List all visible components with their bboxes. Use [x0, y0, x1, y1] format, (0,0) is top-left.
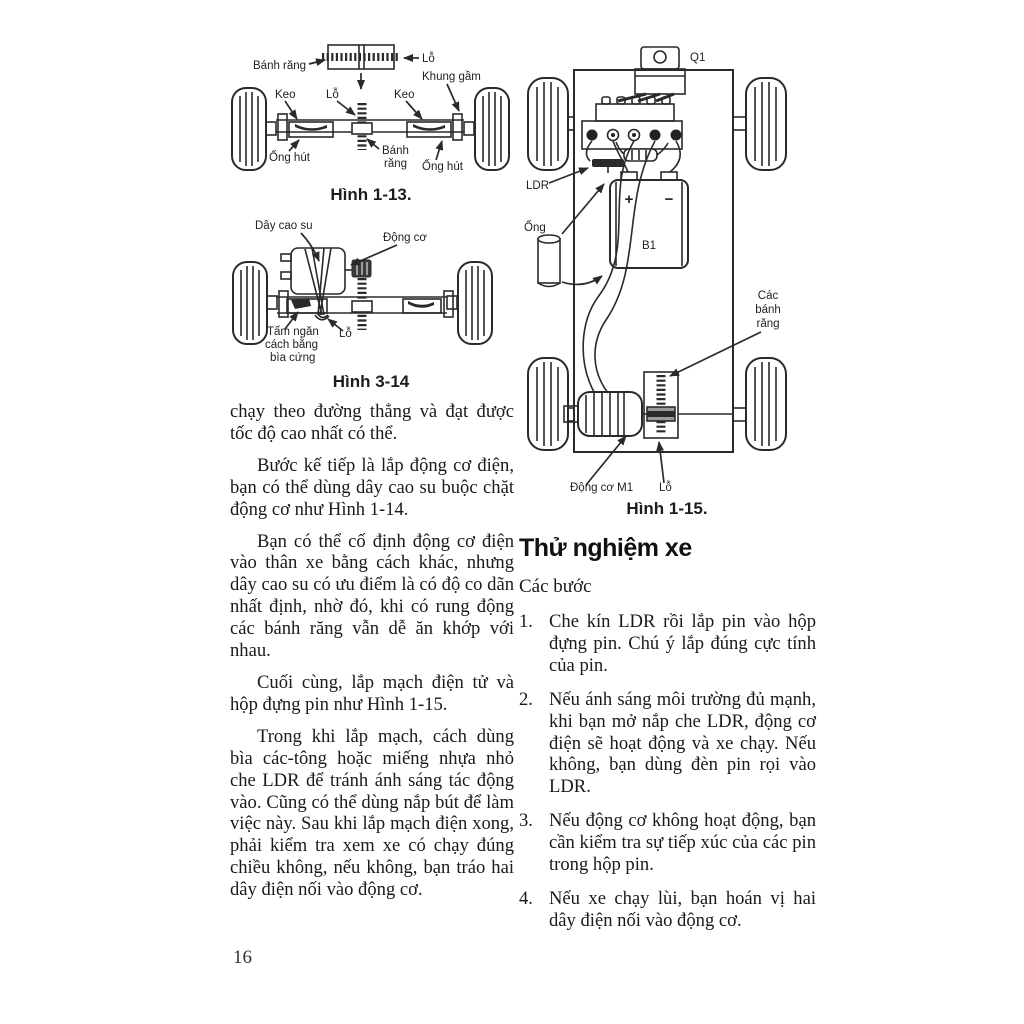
tube-cylinder [538, 235, 560, 287]
step-item-4 [519, 888, 816, 932]
motor-mount-diagram [225, 212, 517, 370]
wheel-front-right [746, 78, 786, 170]
fig3-label-tube: Ống [524, 222, 546, 234]
wheel-rear-left [528, 358, 568, 450]
resistor [616, 142, 668, 161]
fig3-label-gears-2: bánh [755, 304, 781, 316]
paragraph-1: chạy theo đường thẳng và đạt được tốc độ cao nhất có thể. [230, 401, 514, 444]
figure-car-top-view [518, 42, 816, 519]
fig3-label-gears-3: răng [756, 318, 780, 330]
step-text: Nếu động cơ không hoạt động, bạn cần kiểm tra sự tiếp xúc của các pin trong hộp pin. [549, 810, 816, 876]
left-column [230, 401, 514, 911]
figure-axle-gear [225, 33, 517, 205]
step-number: 4. [519, 887, 533, 909]
fig3-label-ldr: LDR [526, 180, 550, 192]
fig3-label-battery: B1 [641, 240, 657, 252]
step-item-2 [519, 689, 816, 799]
fig3-label-transistor: Q1 [690, 52, 706, 64]
fig1-label-hole-top: Lỗ [422, 53, 435, 65]
step-text: Nếu ánh sáng môi trường đủ mạnh, khi bạn mở nắp che LDR, động cơ điện sẽ hoạt động và xe chạy. Nếu không, bạn dùng đèn pin rọi vào LDR. [549, 688, 816, 798]
step-number: 1. [519, 611, 533, 632]
paragraph-2: Bước kế tiếp là lắp động cơ điện, bạn có thể dùng dây cao su buộc chặt động cơ như Hình 1-14. [230, 454, 514, 520]
step-text: Nếu xe chạy lùi, bạn hoán vị hai dây điện nối vào động cơ. [549, 887, 816, 931]
paragraph-5: Trong khi lắp mạch, cách dùng bìa các-tông hoặc miếng nhựa nhỏ che LDR để tránh ánh sáng tác động vào. Cũng có thể dùng nắp bút để làm việc này. Sau khi lắp mạch điện xong, phải kiểm tra xem xe có chạy đúng chiều không, nếu không, bạn tráo hai dây điện nối vào động cơ. [230, 725, 514, 901]
wheel-left [233, 262, 267, 344]
fig1-label-gear-bottom-2: răng [384, 158, 408, 170]
fig1-label-gear-bottom-1: Bánh [382, 145, 409, 157]
fig3-label-hole: Lỗ [659, 482, 672, 494]
step-number: 2. [519, 688, 533, 710]
battery-plus-label: + [624, 191, 634, 208]
gearbox [644, 372, 733, 438]
right-column [519, 534, 816, 944]
terminal-strip [582, 97, 682, 149]
fig1-label-glue-left: Keo [275, 89, 296, 101]
fig1-label-straw-left: Ống hút [269, 152, 310, 164]
fig1-label-chassis: Khung gầm [422, 71, 481, 83]
transistor [618, 47, 685, 101]
fig3-label-motor: Động cơ M1 [570, 482, 634, 494]
section-heading: Thử nghiệm xe [519, 534, 692, 562]
step-number: 3. [519, 810, 533, 832]
wheel-rear-right [746, 358, 786, 450]
fig2-label-rubber-band: Dây cao su [255, 220, 313, 232]
wheel-front-left [528, 78, 568, 170]
fig1-label-straw-right: Ống hút [422, 161, 463, 173]
chassis-outline [574, 70, 733, 452]
step-text: Che kín LDR rồi lắp pin vào hộp đựng pin. Chú ý lắp đúng cực tính của pin. [549, 611, 816, 676]
paragraph-4: Cuối cùng, lắp mạch điện tử và hộp đựng pin như Hình 1-15. [230, 671, 514, 715]
fig2-label-hole: Lỗ [339, 328, 352, 340]
fig2-label-divider-1: Tấm ngăn [267, 326, 319, 338]
figure-motor-mount [225, 212, 517, 392]
fig2-label-divider-3: bìa cứng [270, 352, 316, 364]
fig1-label-gear-top: Bánh răng [253, 60, 307, 72]
axle-gear-diagram [225, 33, 517, 183]
steps-subheading: Các bước [519, 576, 592, 597]
paragraph-3: Bạn có thể cố định động cơ điện vào thân xe bằng cách khác, nhưng dây cao su có ưu điểm là có độ co dãn nhất định, nhờ đó, khi có rung động các bánh răng vẫn dễ ăn khớp với nhau. [230, 530, 514, 662]
fig1-label-glue-right: Keo [394, 89, 415, 101]
fig1-caption: Hình 1-13. [330, 185, 412, 204]
page-number: 16 [233, 947, 252, 968]
fig3-caption: Hình 1-15. [626, 499, 708, 518]
fig2-caption: Hình 3-14 [332, 372, 410, 391]
fig2-label-divider-2: cách bằng [265, 339, 319, 351]
wheel-right [458, 262, 492, 344]
step-item-3 [519, 810, 816, 876]
motor [564, 392, 654, 436]
fig1-label-hole-mid: Lỗ [326, 89, 339, 101]
battery-minus-label: − [664, 191, 674, 208]
wheel-right [475, 88, 509, 170]
step-item-1 [519, 611, 816, 677]
car-top-view-diagram [518, 42, 816, 497]
wheel-left [232, 88, 266, 170]
fig3-label-gears-1: Các [757, 290, 779, 302]
battery [610, 172, 688, 268]
fig2-label-motor: Động cơ [383, 232, 427, 244]
gear-frame-assembly [322, 45, 400, 89]
